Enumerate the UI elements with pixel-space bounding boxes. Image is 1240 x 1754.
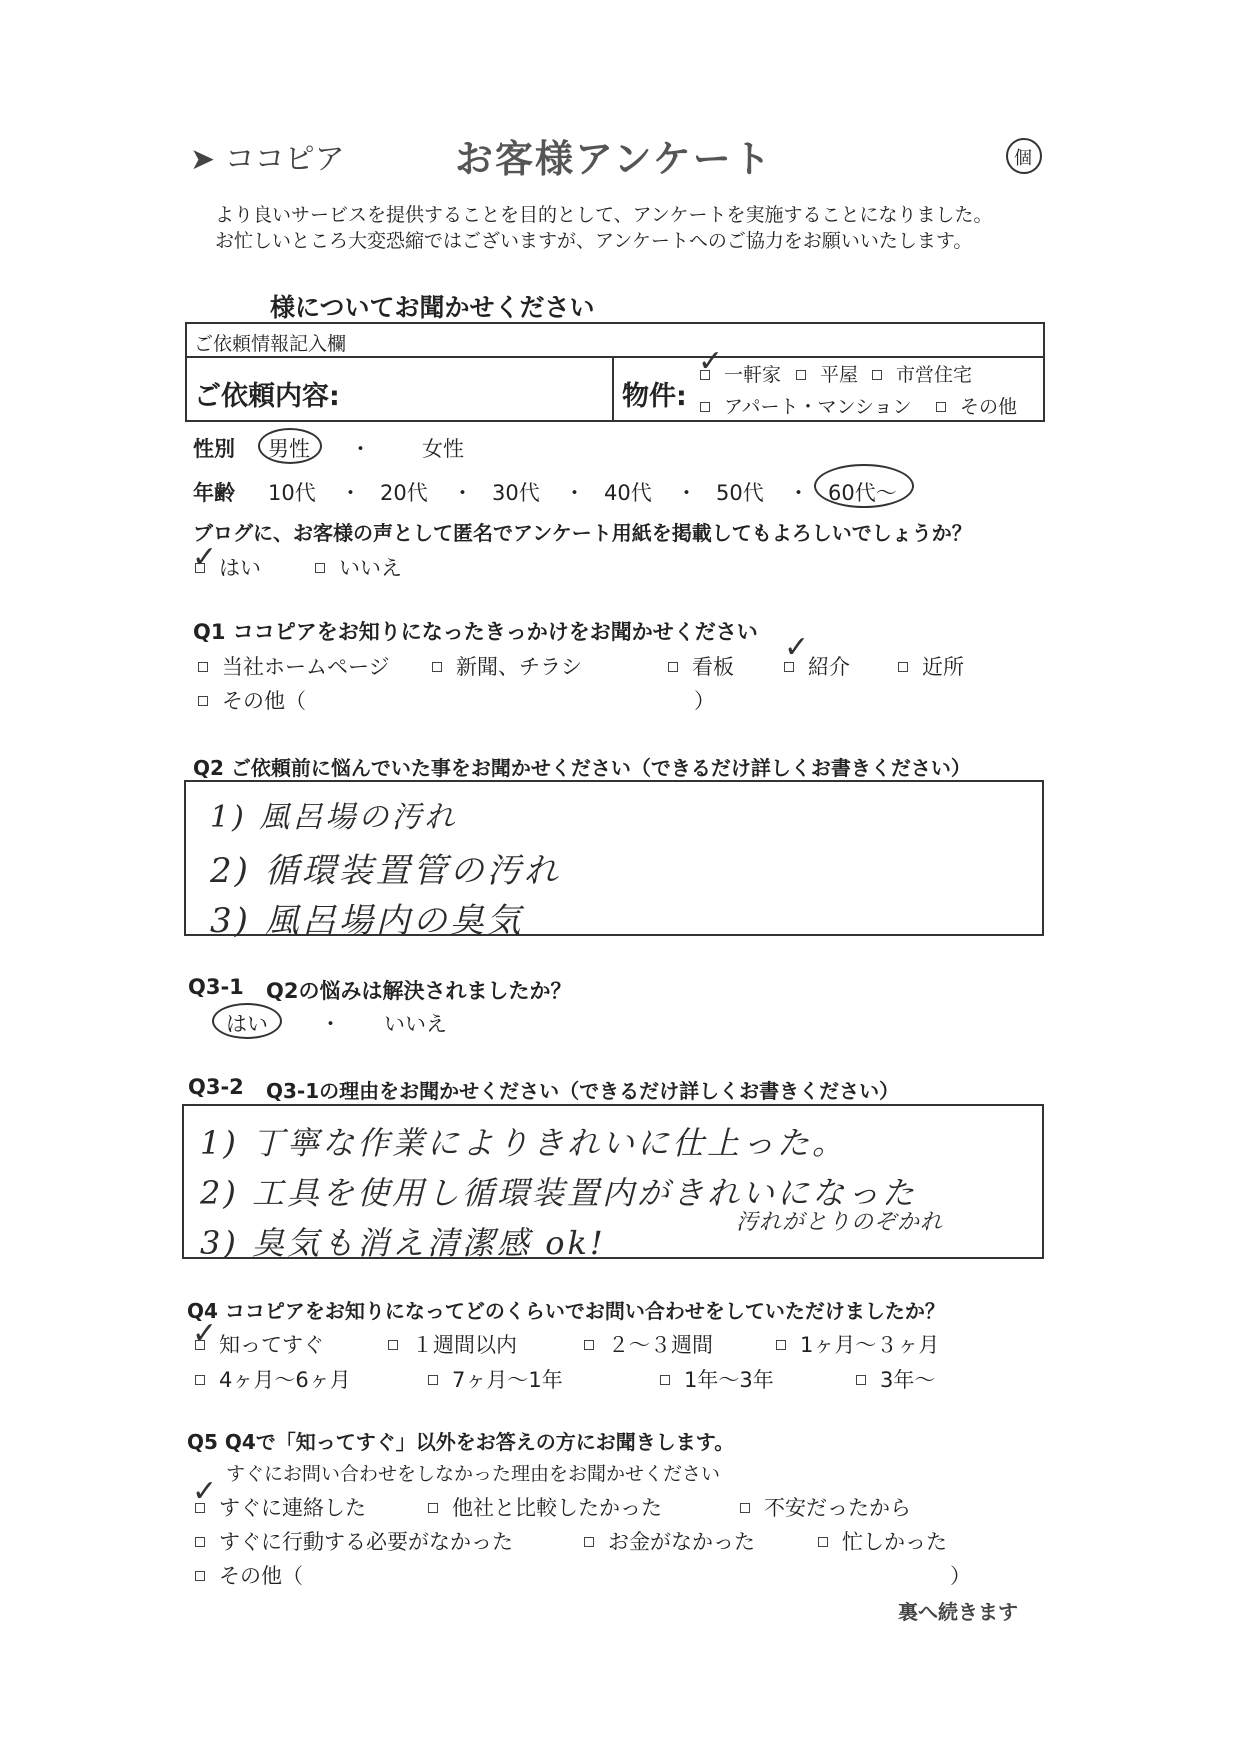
q3-2-answer-1: 1) 丁寧な作業によりきれいに仕上った。: [200, 1124, 848, 1162]
customer-heading: 様についてお聞かせください: [270, 293, 595, 322]
age-sep-3: ・: [564, 481, 585, 505]
q2-question: Q2 ご依頼前に悩んでいた事をお聞かせください（できるだけ詳しくお書きください）: [193, 756, 971, 780]
age-sep-4: ・: [676, 481, 697, 505]
logo: [190, 134, 345, 178]
q4-option-7-months-1-year[interactable]: 7ヶ月〜1年: [428, 1364, 563, 1394]
property-option-flat[interactable]: 平屋: [796, 360, 858, 387]
q1-check-mark: ✓: [784, 630, 810, 665]
page-title: お客様アンケート: [455, 137, 773, 181]
intro-line-2: お忙しいところ大変恐縮ではございますが、アンケートへのご協力をお願いいたします。: [215, 230, 973, 252]
age-option-50s[interactable]: 50代: [716, 481, 764, 505]
q4-question: Q4 ココピアをお知りになってどのくらいでお問い合わせをしていただけましたか？: [187, 1299, 945, 1323]
gender-option-male[interactable]: 男性: [268, 437, 310, 461]
q3-1-option-yes[interactable]: はい: [226, 1012, 268, 1036]
age-option-20s[interactable]: 20代: [380, 481, 428, 505]
q2-answer-3: 3) 風呂場内の臭気: [210, 901, 524, 941]
gender-sep: ・: [350, 437, 371, 461]
q4-check-mark: ✓: [192, 1316, 218, 1351]
q3-2-answer-3: 3) 臭気も消え清潔感 ok!: [200, 1224, 606, 1262]
blog-question: ブログに、お客様の声として匿名でアンケート用紙を掲載してもよろしいでしょうか？: [193, 521, 972, 545]
q4-option-3-years-plus[interactable]: 3年〜: [856, 1364, 935, 1394]
q3-2-answer-2: 2) 工具を使用し循環装置内がきれいになった: [200, 1174, 918, 1212]
property-option-house[interactable]: 一軒家: [700, 360, 781, 387]
q3-1-question: Q2の悩みは解決されましたか？: [266, 979, 572, 1003]
property-option-municipal[interactable]: 市営住宅: [872, 360, 972, 387]
intro-line-1: より良いサービスを提供することを目的として、アンケートを実施することになりました。: [215, 204, 993, 226]
gender-label: 性別: [193, 437, 235, 461]
q3-2-number: Q3-2: [188, 1075, 244, 1099]
q3-2-note: 汚れがとりのぞかれ: [736, 1210, 944, 1235]
q5-option-compare[interactable]: 他社と比較したかった: [428, 1492, 662, 1522]
age-option-10s[interactable]: 10代: [268, 481, 316, 505]
property-check-mark: ✓: [698, 344, 724, 379]
q4-option-1-3-months[interactable]: 1ヶ月〜３ヶ月: [776, 1329, 939, 1359]
q3-1-sep: ・: [320, 1012, 341, 1036]
age-sep-1: ・: [340, 481, 361, 505]
q5-check-mark: ✓: [192, 1474, 218, 1509]
age-sep-5: ・: [788, 481, 809, 505]
q1-option-homepage[interactable]: 当社ホームページ: [198, 651, 390, 681]
q5-option-contacted-immediately[interactable]: すぐに連絡した: [195, 1492, 366, 1522]
q1-other-close: ）: [694, 689, 715, 713]
info-label: ご依頼情報記入欄: [194, 333, 347, 355]
blog-option-no[interactable]: いいえ: [315, 552, 402, 582]
q3-2-question: Q3-1の理由をお聞かせください（できるだけ詳しくお書きください）: [266, 1079, 900, 1103]
q4-option-immediately[interactable]: 知ってすぐ: [195, 1329, 324, 1359]
q3-1-number: Q3-1: [188, 975, 244, 999]
property-option-apartment[interactable]: アパート・マンション: [700, 392, 912, 419]
q1-question: Q1 ココピアをお知りになったきっかけをお聞かせください: [193, 620, 758, 644]
gender-option-female[interactable]: 女性: [422, 437, 464, 461]
q1-option-neighborhood[interactable]: 近所: [898, 651, 964, 681]
property-label: 物件:: [622, 381, 687, 412]
q5-option-other[interactable]: その他（: [195, 1560, 303, 1590]
q4-option-4-6-months[interactable]: 4ヶ月〜6ヶ月: [195, 1364, 351, 1394]
q2-answer-2: 2) 循環装置管の汚れ: [210, 851, 561, 891]
q3-1-option-no[interactable]: いいえ: [384, 1012, 447, 1036]
q5-question: Q5 Q4で「知ってすぐ」以外をお答えの方にお聞きします。: [187, 1430, 735, 1454]
q4-option-2-3-weeks[interactable]: ２〜３週間: [584, 1329, 713, 1359]
q4-option-1-3-years[interactable]: 1年〜3年: [660, 1364, 774, 1394]
q1-option-referral[interactable]: 紹介: [784, 651, 850, 681]
continue-note: 裏へ続きます: [898, 1600, 1018, 1624]
table-vdivider: [612, 356, 614, 422]
q5-option-busy[interactable]: 忙しかった: [818, 1526, 947, 1556]
age-option-40s[interactable]: 40代: [604, 481, 652, 505]
age-sep-2: ・: [452, 481, 473, 505]
q4-option-within-week[interactable]: １週間以内: [388, 1329, 517, 1359]
personal-badge: 個: [1014, 148, 1032, 169]
table-divider: [185, 356, 1045, 358]
request-label: ご依頼内容:: [194, 381, 340, 412]
age-option-30s[interactable]: 30代: [492, 481, 540, 505]
q1-option-newspaper[interactable]: 新聞、チラシ: [432, 651, 582, 681]
q5-option-anxious[interactable]: 不安だったから: [740, 1492, 911, 1522]
property-option-other[interactable]: その他: [936, 392, 1017, 419]
q5-other-close: ）: [950, 1564, 971, 1588]
logo-text: ココピア: [224, 142, 345, 177]
age-label: 年齢: [193, 481, 235, 505]
q5-option-no-money[interactable]: お金がなかった: [584, 1526, 755, 1556]
q5-option-no-need[interactable]: すぐに行動する必要がなかった: [195, 1526, 513, 1556]
q1-option-signboard[interactable]: 看板: [668, 651, 734, 681]
age-option-60s-plus[interactable]: 60代〜: [828, 481, 897, 505]
q2-answer-1: 1) 風呂場の汚れ: [210, 800, 458, 835]
q5-subquestion: すぐにお問い合わせをしなかった理由をお聞かせください: [226, 1463, 721, 1485]
q1-option-other[interactable]: その他（: [198, 685, 306, 715]
blog-check-mark: ✓: [192, 540, 218, 575]
blog-option-yes[interactable]: はい: [195, 552, 261, 582]
paper-plane-icon: ➤: [190, 142, 216, 177]
